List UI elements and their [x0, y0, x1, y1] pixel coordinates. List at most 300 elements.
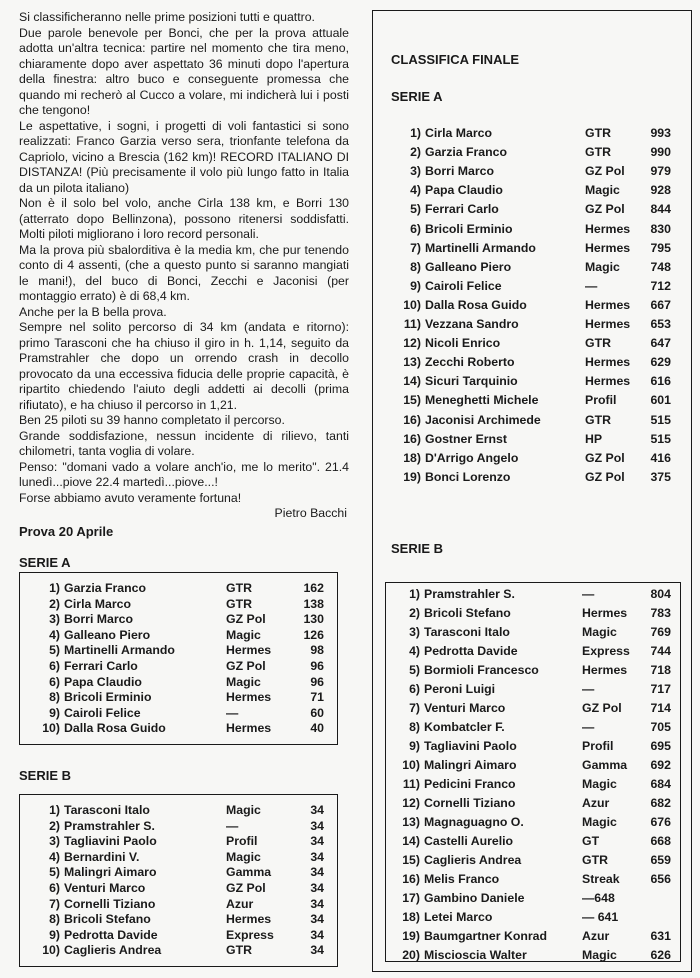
ranking-row: [386, 815, 680, 831]
ranking-row: [385, 241, 681, 257]
ranking-position: 5): [410, 202, 421, 217]
ranking-position: 3): [410, 164, 421, 179]
ranking-points: 667: [650, 297, 671, 312]
article-paragraph: Le aspettative, i sogni, i progetti di voli fantastici si sono realizzati: Franco Garzia verso sera, trionfante telefona da Capriolo, vicino a Brescia (162 km)! RECORD ITALIANO DI DISTANZA! (Più precisamente il volo più lungo fatto in Italia da un pilota italiano): [19, 118, 349, 195]
ranking-points: 631: [650, 929, 671, 943]
ranking-row: [386, 948, 680, 964]
article-paragraph: Grande soddisfazione, nessun incidente di rilievo, tanti chilometri, tanta voglia di volare.: [19, 428, 349, 458]
ranking-points: 682: [650, 796, 671, 810]
team-name: —: [582, 682, 595, 696]
pilot-name: Pedrotta Davide: [424, 644, 518, 658]
team-name: Magic: [582, 777, 617, 791]
pilot-name: Galleano Piero: [64, 627, 151, 642]
pilot-name: Ferrari Carlo: [64, 659, 138, 673]
team-name: Hermes: [585, 240, 631, 255]
ranking-position: 4): [409, 644, 420, 658]
pilot-name: Peroni Luigi: [424, 682, 496, 696]
pilot-name: Bricoli Stefano: [424, 606, 511, 620]
ranking-row: [385, 298, 681, 314]
ranking-points: 60: [310, 705, 324, 720]
pilot-name: Melis Franco: [424, 872, 500, 886]
ranking-row: [386, 587, 680, 603]
ranking-row: [385, 470, 681, 486]
ranking-points: 676: [650, 815, 671, 829]
ranking-position: 16): [403, 431, 421, 446]
ranking-row: [20, 943, 337, 959]
ranking-points: 653: [650, 317, 671, 331]
pilot-name: Pramstrahler S.: [424, 587, 515, 601]
pilot-name: Tagliavini Paolo: [424, 739, 517, 753]
prova-serie-a-title: SERIE A: [19, 555, 71, 570]
ranking-row: [20, 850, 337, 866]
ranking-points: 130: [303, 612, 324, 627]
team-name: GTR: [585, 336, 611, 351]
ranking-points: 626: [650, 948, 671, 962]
classifica-title: CLASSIFICA FINALE: [391, 52, 520, 67]
ranking-points: 34: [310, 818, 324, 833]
ranking-points: 34: [310, 927, 324, 942]
ranking-row: [385, 126, 681, 142]
pilot-name: Malingri Aimaro: [424, 758, 517, 772]
ranking-row: [20, 865, 337, 881]
ranking-row: [20, 803, 337, 819]
pilot-name: Venturi Marco: [64, 881, 146, 895]
team-name: Magic: [585, 259, 620, 274]
ranking-position: 18): [403, 450, 421, 465]
pilot-name: Magnaguagno O.: [424, 815, 524, 829]
team-name: Express: [582, 644, 630, 658]
ranking-position: 4): [49, 627, 60, 642]
ranking-points: 34: [310, 834, 324, 849]
ranking-position: 8): [49, 912, 60, 927]
ranking-points: 126: [303, 627, 324, 642]
pilot-name: Sicuri Tarquinio: [425, 374, 518, 389]
ranking-position: 9): [410, 278, 421, 293]
team-name: GTR: [585, 412, 611, 427]
ranking-position: 1): [49, 581, 60, 595]
pilot-name: Dalla Rosa Guido: [425, 297, 527, 312]
pilot-name: Cairoli Felice: [425, 278, 502, 293]
ranking-points: 416: [650, 450, 671, 465]
team-name: Magic: [226, 674, 261, 689]
ranking-points: 98: [310, 643, 324, 658]
ranking-points: 138: [303, 596, 324, 611]
article-text: [19, 10, 349, 522]
ranking-points: 34: [310, 912, 324, 927]
ranking-row: [20, 928, 337, 944]
ranking-row: [385, 374, 681, 390]
team-name: Hermes: [585, 297, 631, 312]
ranking-points: 718: [650, 663, 671, 677]
team-name: Hermes: [226, 912, 272, 927]
ranking-position: 1): [410, 126, 421, 140]
team-name: GT: [582, 834, 600, 848]
pilot-name: Letei Marco: [424, 910, 493, 924]
ranking-row: [385, 432, 681, 448]
ranking-row: [20, 897, 337, 913]
ranking-row: [20, 659, 337, 675]
ranking-row: [386, 891, 680, 907]
ranking-position: 6): [49, 659, 60, 673]
ranking-points: 34: [310, 881, 324, 895]
ranking-row: [386, 739, 680, 755]
ranking-row: [385, 222, 681, 238]
team-name: Azur: [582, 796, 610, 810]
team-name: Magic: [226, 627, 261, 642]
ranking-points: 34: [310, 803, 324, 817]
article-paragraph: Penso: "domani vado a volare anch'io, me lo merito". 21.4 lunedì...piove 22.4 martedì...piove...!: [19, 459, 349, 489]
pilot-name: Borri Marco: [64, 612, 134, 627]
team-name: —: [226, 705, 239, 720]
team-name: Profil: [582, 739, 614, 753]
ranking-position: 5): [49, 865, 60, 880]
ranking-points: 717: [650, 682, 671, 696]
pilot-name: Miscioscia Walter: [424, 948, 527, 962]
team-name: Magic: [226, 849, 261, 864]
pilot-name: Pramstrahler S.: [64, 818, 155, 833]
ranking-row: [20, 881, 337, 897]
team-name: GZ Pol: [226, 881, 266, 895]
team-name: Magic: [226, 803, 261, 817]
ranking-position: 11): [403, 317, 421, 331]
team-name: Express: [226, 927, 274, 942]
ranking-points: 712: [650, 278, 671, 293]
ranking-position: 19): [403, 469, 421, 484]
ranking-row: [385, 183, 681, 199]
classifica-serie-a-table: [385, 126, 681, 506]
ranking-points: 96: [310, 659, 324, 673]
pilot-name: Zecchi Roberto: [425, 355, 515, 370]
team-name: Gamma: [226, 865, 272, 880]
pilot-name: Papa Claudio: [425, 183, 503, 198]
ranking-row: [20, 612, 337, 628]
ranking-points: 783: [650, 606, 671, 620]
team-name: GZ Pol: [582, 701, 622, 715]
ranking-row: [386, 663, 680, 679]
ranking-position: 6): [49, 674, 60, 689]
pilot-name: Jaconisi Archimede: [425, 412, 541, 427]
ranking-position: 12): [403, 336, 421, 351]
article-paragraph: Ma la prova più sbalorditiva è la media km, che pur tenendo conto di 4 assenti, (che a questo punto si saranno mangiati le mani!), del buco di Bonci, Zecchi e Jaconisi (per montaggio errato) è di 68,4 km.: [19, 242, 349, 303]
team-name: — 641: [582, 910, 619, 924]
prova-serie-a-table: [19, 572, 338, 745]
ranking-row: [20, 721, 337, 737]
pilot-name: Dalla Rosa Guido: [64, 721, 166, 736]
ranking-points: 769: [650, 625, 671, 639]
article-paragraph: Ben 25 piloti su 39 hanno completato il percorso.: [19, 413, 285, 427]
pilot-name: Castelli Aurelio: [424, 834, 514, 848]
pilot-name: Gostner Ernst: [425, 431, 507, 446]
ranking-points: 714: [650, 701, 671, 715]
pilot-name: Cornelli Tiziano: [424, 796, 516, 810]
prova-title: Prova 20 Aprile: [19, 524, 114, 539]
ranking-position: 2): [49, 818, 60, 833]
ranking-points: 34: [310, 865, 324, 880]
ranking-position: 9): [409, 739, 420, 753]
ranking-points: 979: [650, 164, 671, 179]
ranking-points: 515: [650, 431, 671, 446]
ranking-points: 990: [650, 145, 671, 160]
ranking-position: 13): [403, 355, 421, 370]
ranking-row: [386, 796, 680, 812]
ranking-position: 19): [402, 929, 420, 943]
team-name: Azur: [226, 896, 254, 911]
team-name: —: [582, 587, 595, 601]
team-name: Streak: [582, 872, 620, 886]
team-name: —: [226, 818, 239, 833]
team-name: GTR: [226, 596, 252, 611]
team-name: GTR: [585, 145, 611, 160]
pilot-name: Kombatcler F.: [424, 720, 505, 734]
classifica-finale-panel: [372, 10, 692, 972]
pilot-name: Papa Claudio: [64, 674, 142, 689]
team-name: Profil: [585, 393, 617, 408]
team-name: Magic: [582, 815, 617, 829]
ranking-points: 375: [650, 469, 671, 484]
pilot-name: Borri Marco: [425, 164, 495, 179]
team-name: —: [585, 278, 598, 293]
ranking-points: 656: [650, 872, 671, 886]
ranking-row: [20, 675, 337, 691]
ranking-position: 10): [42, 721, 60, 736]
team-name: GZ Pol: [585, 202, 625, 217]
pilot-name: Meneghetti Michele: [425, 393, 539, 408]
ranking-points: 993: [650, 126, 671, 140]
ranking-row: [20, 690, 337, 706]
ranking-row: [386, 872, 680, 888]
ranking-points: 515: [650, 412, 671, 427]
ranking-position: 5): [49, 643, 60, 658]
ranking-row: [385, 393, 681, 409]
pilot-name: Bricoli Erminio: [64, 690, 152, 705]
team-name: Profil: [226, 834, 258, 849]
classifica-serie-a-title: SERIE A: [391, 89, 443, 104]
ranking-points: 744: [650, 644, 671, 658]
ranking-position: 2): [409, 606, 420, 620]
pilot-name: Bricoli Stefano: [64, 912, 151, 927]
ranking-position: 8): [49, 690, 60, 705]
team-name: Hermes: [582, 606, 628, 620]
team-name: Azur: [582, 929, 610, 943]
ranking-position: 1): [409, 587, 420, 601]
ranking-row: [386, 910, 680, 926]
ranking-row: [385, 355, 681, 371]
pilot-name: Caglieris Andrea: [64, 943, 162, 958]
ranking-row: [386, 606, 680, 622]
ranking-row: [386, 758, 680, 774]
pilot-name: Galleano Piero: [425, 259, 512, 274]
team-name: —648: [582, 891, 615, 905]
team-name: Magic: [582, 625, 617, 639]
classifica-serie-b-table: [385, 582, 681, 962]
ranking-position: 10): [402, 758, 420, 772]
ranking-row: [386, 682, 680, 698]
pilot-name: Martinelli Armando: [64, 643, 175, 658]
ranking-position: 5): [409, 663, 420, 677]
ranking-points: 695: [650, 739, 671, 753]
ranking-points: 34: [310, 849, 324, 864]
ranking-position: 3): [49, 834, 60, 849]
pilot-name: Bricoli Erminio: [425, 221, 513, 236]
team-name: GTR: [226, 581, 252, 595]
ranking-position: 3): [49, 612, 60, 627]
team-name: Hermes: [582, 663, 628, 677]
team-name: GZ Pol: [585, 450, 625, 465]
ranking-row: [20, 643, 337, 659]
prova-serie-b-table: [19, 794, 338, 967]
pilot-name: Malingri Aimaro: [64, 865, 157, 880]
pilot-name: Venturi Marco: [424, 701, 506, 715]
pilot-name: Cirla Marco: [64, 596, 131, 611]
ranking-points: 34: [310, 943, 324, 958]
ranking-position: 7): [49, 896, 60, 911]
team-name: Magic: [582, 948, 617, 962]
ranking-points: 34: [310, 896, 324, 911]
article-paragraph: Anche per la B bella prova.: [19, 304, 167, 319]
ranking-position: 9): [49, 927, 60, 942]
team-name: Hermes: [226, 721, 272, 736]
ranking-position: 15): [403, 393, 421, 408]
ranking-points: 616: [650, 374, 671, 389]
ranking-points: 804: [650, 587, 671, 601]
pilot-name: Cornelli Tiziano: [64, 896, 156, 911]
ranking-points: 928: [650, 183, 671, 198]
article-paragraph: Non è il solo bel volo, anche Cirla 138 km, e Borri 130 (atterrato dopo Bellinzona), possono ritenersi soddisfatti. Molti piloti migliorano i loro record personali.: [19, 196, 349, 241]
article-paragraph: Si classificheranno nelle prime posizioni tutti e quattro.: [19, 10, 315, 24]
team-name: Hermes: [585, 374, 631, 389]
ranking-points: 162: [303, 581, 324, 595]
ranking-row: [385, 413, 681, 429]
prova-serie-b-title: SERIE B: [19, 768, 72, 783]
article-paragraph: Due parole benevole per Bonci, che per la prova attuale adotta un'altra tecnica: partire nel momento che tira meno, chiaramente dopo aver aspettato 36 minuti dopo l'apertura della finestra: altro buco e conseguente promessa che quando mi recherò al Cucco a volare, mi indicherà lui i posti che tengono!: [19, 25, 349, 117]
ranking-row: [20, 912, 337, 928]
team-name: Hermes: [585, 317, 631, 331]
pilot-name: Martinelli Armando: [425, 240, 536, 255]
ranking-position: 1): [49, 803, 60, 817]
ranking-position: 7): [410, 240, 421, 255]
ranking-position: 16): [402, 872, 420, 886]
ranking-row: [20, 628, 337, 644]
ranking-points: 684: [650, 777, 671, 791]
team-name: GTR: [582, 853, 608, 867]
team-name: GTR: [585, 126, 611, 140]
ranking-row: [386, 701, 680, 717]
team-name: GZ Pol: [585, 469, 625, 484]
ranking-position: 4): [410, 183, 421, 198]
ranking-points: 71: [310, 690, 324, 705]
team-name: Hermes: [585, 221, 631, 236]
ranking-row: [386, 720, 680, 736]
ranking-row: [386, 929, 680, 945]
ranking-position: 13): [402, 815, 420, 829]
ranking-position: 10): [403, 297, 421, 312]
team-name: Magic: [585, 183, 620, 198]
ranking-position: 14): [403, 374, 421, 389]
ranking-row: [385, 336, 681, 352]
pilot-name: Gambino Daniele: [424, 891, 525, 905]
ranking-points: 668: [650, 834, 671, 848]
ranking-points: 705: [650, 720, 671, 734]
team-name: GZ Pol: [226, 612, 266, 627]
pilot-name: Bernardini V.: [64, 849, 140, 864]
pilot-name: D'Arrigo Angelo: [425, 450, 519, 465]
pilot-name: Nicoli Enrico: [425, 336, 501, 351]
team-name: GZ Pol: [585, 164, 625, 179]
ranking-row: [20, 581, 337, 597]
ranking-points: 844: [650, 202, 671, 217]
ranking-position: 9): [49, 705, 60, 720]
ranking-row: [20, 819, 337, 835]
ranking-points: 830: [650, 221, 671, 236]
ranking-position: 11): [402, 777, 420, 791]
pilot-name: Tagliavini Paolo: [64, 834, 157, 849]
ranking-position: 14): [402, 834, 420, 848]
ranking-row: [385, 260, 681, 276]
team-name: Hermes: [226, 690, 272, 705]
classifica-serie-b-title: SERIE B: [391, 541, 444, 556]
ranking-position: 10): [42, 943, 60, 958]
ranking-position: 18): [402, 910, 420, 924]
ranking-points: 601: [650, 393, 671, 408]
pilot-name: Cirla Marco: [425, 126, 492, 140]
pilot-name: Garzia Franco: [64, 581, 147, 595]
ranking-row: [386, 834, 680, 850]
team-name: Gamma: [582, 758, 628, 772]
pilot-name: Baumgartner Konrad: [424, 929, 547, 943]
ranking-points: 795: [650, 240, 671, 255]
pilot-name: Vezzana Sandro: [425, 317, 519, 331]
ranking-points: 692: [650, 758, 671, 772]
ranking-row: [385, 164, 681, 180]
pilot-name: Pedrotta Davide: [64, 927, 158, 942]
ranking-row: [386, 853, 680, 869]
ranking-position: 3): [409, 625, 420, 639]
ranking-position: 2): [410, 145, 421, 160]
team-name: Hermes: [585, 355, 631, 370]
ranking-position: 6): [409, 682, 420, 696]
pilot-name: Tarasconi Italo: [64, 803, 150, 817]
ranking-row: [20, 597, 337, 613]
team-name: Hermes: [226, 643, 272, 658]
ranking-position: 6): [49, 881, 60, 895]
ranking-points: 96: [310, 674, 324, 689]
ranking-row: [385, 451, 681, 467]
pilot-name: Garzia Franco: [425, 145, 508, 160]
team-name: GZ Pol: [226, 659, 266, 673]
ranking-points: 659: [650, 853, 671, 867]
ranking-row: [385, 317, 681, 333]
article-signature: Pietro Bacchi: [274, 506, 347, 520]
article-paragraph: Sempre nel solito percorso di 34 km (andata e ritorno): primo Tarasconi che ha chiuso il giro in h. 1,14, seguito da Pramstrahler che dopo un orrendo crash in decollo provocato da una eccessiva fiducia delle proprie capacità, è ripartito chiedendo l'aiuto degli addetti ai decolli (prima rifiutato), e ha chiuso il percorso in 1,21.: [19, 320, 349, 412]
ranking-row: [20, 834, 337, 850]
ranking-points: 647: [650, 336, 671, 351]
ranking-position: 8): [409, 720, 420, 734]
ranking-position: 6): [410, 221, 421, 236]
article-paragraph: Forse abbiamo avuto veramente fortuna!: [19, 490, 242, 505]
ranking-points: 40: [310, 721, 324, 736]
ranking-row: [385, 145, 681, 161]
ranking-row: [386, 777, 680, 793]
ranking-position: 12): [402, 796, 420, 810]
ranking-position: 15): [402, 853, 420, 867]
ranking-position: 8): [410, 259, 421, 274]
pilot-name: Cairoli Felice: [64, 705, 141, 720]
ranking-position: 4): [49, 849, 60, 864]
ranking-points: 629: [650, 355, 671, 370]
team-name: GTR: [226, 943, 252, 958]
ranking-row: [20, 706, 337, 722]
pilot-name: Bormioli Francesco: [424, 663, 539, 677]
